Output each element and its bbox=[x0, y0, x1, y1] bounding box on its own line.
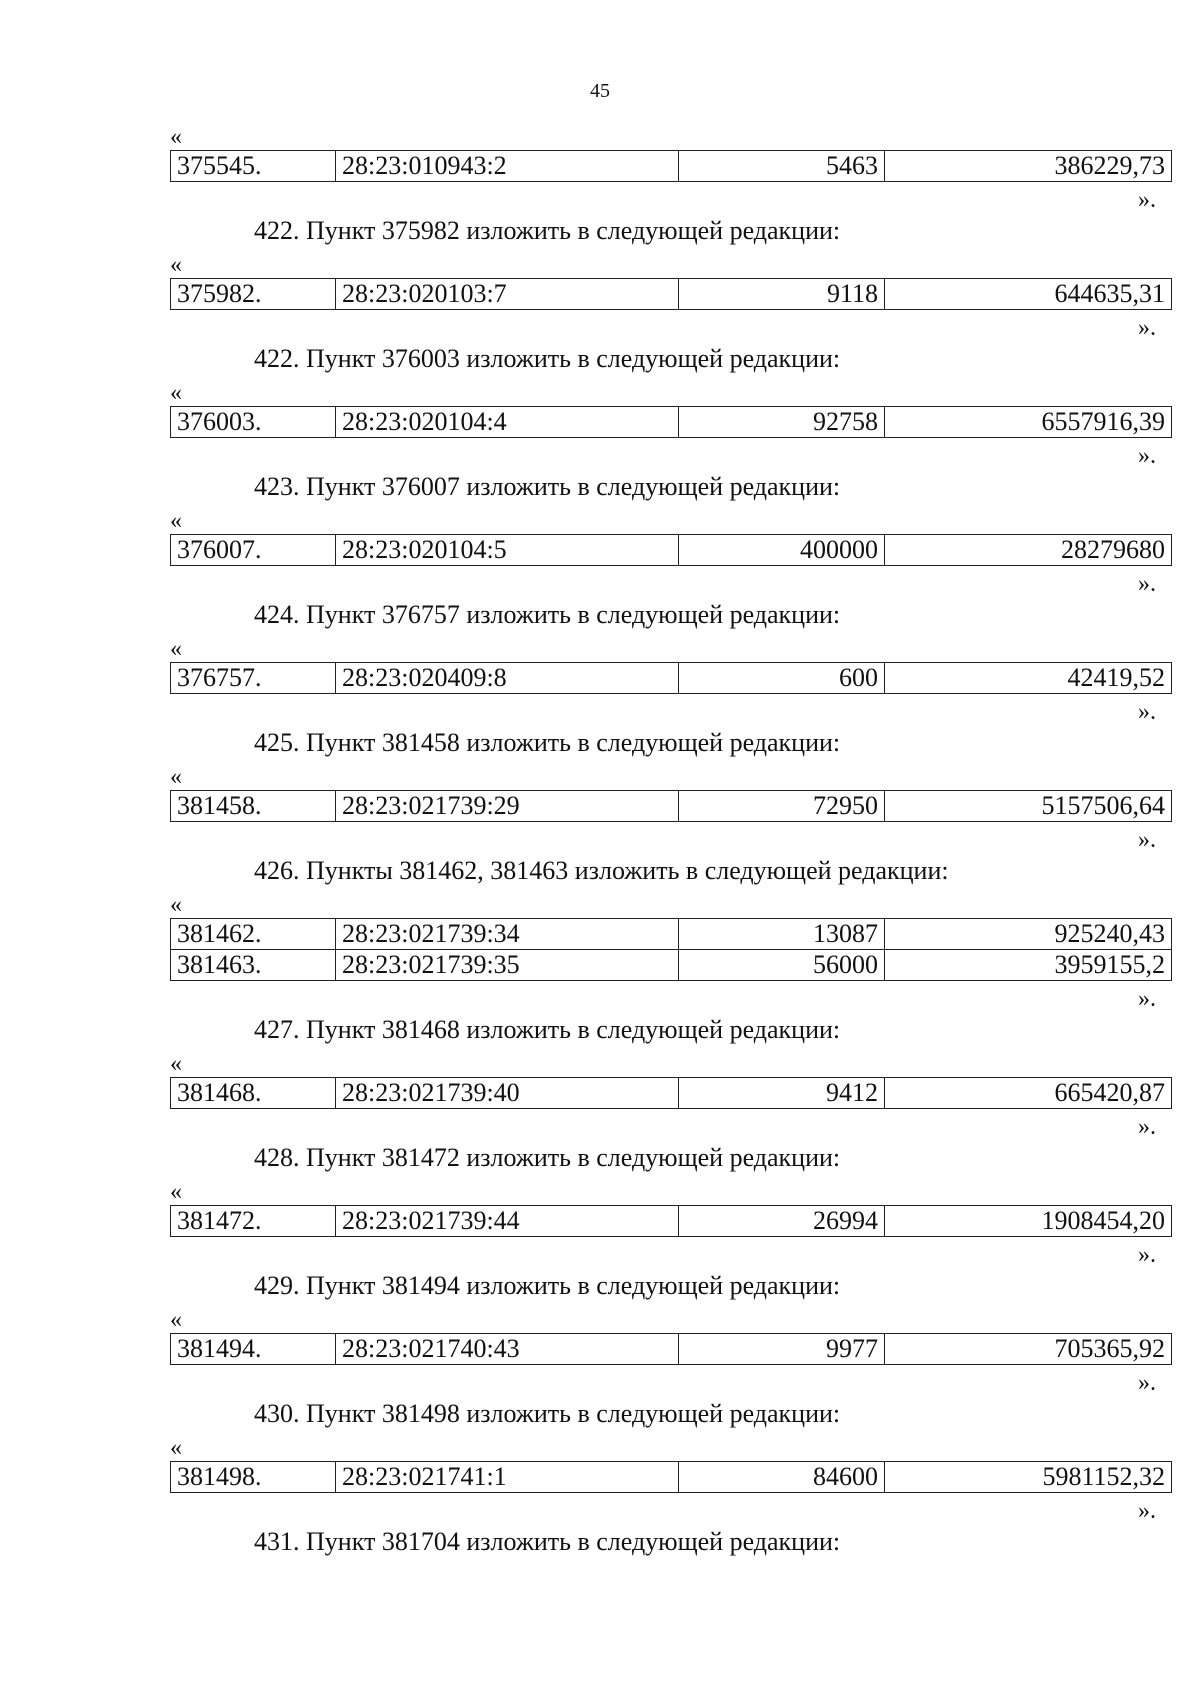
amendment-table bbox=[170, 1333, 1172, 1365]
area-cell: 84600 bbox=[679, 1462, 885, 1493]
cadastral-number-cell: 28:23:021739:29 bbox=[336, 791, 679, 822]
table-row bbox=[171, 919, 1172, 950]
cadastral-number-cell: 28:23:020104:5 bbox=[336, 535, 679, 566]
item-number-cell: 381462. bbox=[171, 919, 336, 950]
close-quote: ». bbox=[1138, 1242, 1156, 1268]
item-number-cell: 375545. bbox=[171, 151, 336, 182]
cadastral-value-cell: 1908454,20 bbox=[885, 1206, 1172, 1237]
table-row bbox=[171, 791, 1172, 822]
open-quote: « bbox=[170, 380, 182, 406]
amendment-section bbox=[170, 1013, 1172, 1141]
item-number-cell: 381498. bbox=[171, 1462, 336, 1493]
area-cell: 9118 bbox=[679, 279, 885, 310]
cadastral-value-cell: 42419,52 bbox=[885, 663, 1172, 694]
area-cell: 9977 bbox=[679, 1334, 885, 1365]
item-number-cell: 381472. bbox=[171, 1206, 336, 1237]
cadastral-number-cell: 28:23:020409:8 bbox=[336, 663, 679, 694]
table-row bbox=[171, 1462, 1172, 1493]
amendment-instruction: 424. Пункт 376757 изложить в следующей редакции: bbox=[254, 600, 841, 629]
cadastral-value-cell: 925240,43 bbox=[885, 919, 1172, 950]
open-quote: « bbox=[170, 636, 182, 662]
amendment-instruction: 426. Пункты 381462, 381463 изложить в следующей редакции: bbox=[254, 856, 949, 885]
item-number-cell: 381458. bbox=[171, 791, 336, 822]
close-quote: ». bbox=[1138, 699, 1156, 725]
area-cell: 9412 bbox=[679, 1078, 885, 1109]
cadastral-value-cell: 665420,87 bbox=[885, 1078, 1172, 1109]
table-row bbox=[171, 1334, 1172, 1365]
open-quote: « bbox=[170, 1307, 182, 1333]
amendment-instruction: 428. Пункт 381472 изложить в следующей редакции: bbox=[254, 1143, 841, 1172]
table-row bbox=[171, 151, 1172, 182]
close-quote: ». bbox=[1138, 187, 1156, 213]
amendment-instruction: 423. Пункт 376007 изложить в следующей редакции: bbox=[254, 472, 841, 501]
cadastral-value-cell: 5981152,32 bbox=[885, 1462, 1172, 1493]
close-quote: ». bbox=[1138, 827, 1156, 853]
item-number-cell: 381463. bbox=[171, 950, 336, 981]
cadastral-number-cell: 28:23:021739:34 bbox=[336, 919, 679, 950]
cadastral-value-cell: 3959155,2 bbox=[885, 950, 1172, 981]
amendment-section bbox=[170, 214, 1172, 342]
open-quote: « bbox=[170, 124, 182, 150]
cadastral-number-cell: 28:23:020103:7 bbox=[336, 279, 679, 310]
open-quote: « bbox=[170, 1179, 182, 1205]
amendment-section bbox=[170, 470, 1172, 598]
item-number-cell: 375982. bbox=[171, 279, 336, 310]
amendment-table bbox=[170, 150, 1172, 182]
amendment-instruction: 425. Пункт 381458 изложить в следующей редакции: bbox=[254, 728, 841, 757]
amendment-section bbox=[170, 1269, 1172, 1397]
item-number-cell: 376757. bbox=[171, 663, 336, 694]
cadastral-number-cell: 28:23:021740:43 bbox=[336, 1334, 679, 1365]
open-quote: « bbox=[170, 764, 182, 790]
cadastral-value-cell: 5157506,64 bbox=[885, 791, 1172, 822]
cadastral-number-cell: 28:23:021739:35 bbox=[336, 950, 679, 981]
cadastral-number-cell: 28:23:021741:1 bbox=[336, 1462, 679, 1493]
amendment-instruction: 429. Пункт 381494 изложить в следующей редакции: bbox=[254, 1271, 841, 1300]
open-quote: « bbox=[170, 252, 182, 278]
area-cell: 600 bbox=[679, 663, 885, 694]
table-row bbox=[171, 535, 1172, 566]
area-cell: 56000 bbox=[679, 950, 885, 981]
table-row bbox=[171, 663, 1172, 694]
page-number: 45 bbox=[590, 80, 610, 102]
close-quote: ». bbox=[1138, 1114, 1156, 1140]
close-quote: ». bbox=[1138, 571, 1156, 597]
cadastral-number-cell: 28:23:021739:40 bbox=[336, 1078, 679, 1109]
amendment-table bbox=[170, 790, 1172, 822]
cadastral-value-cell: 28279680 bbox=[885, 535, 1172, 566]
table-row bbox=[171, 279, 1172, 310]
amendment-instruction: 427. Пункт 381468 изложить в следующей редакции: bbox=[254, 1015, 841, 1044]
amendment-section bbox=[170, 1525, 1172, 1559]
amendment-section bbox=[170, 854, 1172, 1013]
amendment-section bbox=[170, 598, 1172, 726]
open-quote: « bbox=[170, 508, 182, 534]
open-quote: « bbox=[170, 1051, 182, 1077]
amendment-table bbox=[170, 534, 1172, 566]
table-row bbox=[171, 407, 1172, 438]
amendment-table bbox=[170, 406, 1172, 438]
amendment-table bbox=[170, 1077, 1172, 1109]
amendment-instruction: 431. Пункт 381704 изложить в следующей редакции: bbox=[254, 1527, 841, 1556]
amendment-section bbox=[170, 342, 1172, 470]
cadastral-value-cell: 644635,31 bbox=[885, 279, 1172, 310]
amendment-section bbox=[170, 1397, 1172, 1525]
item-number-cell: 381494. bbox=[171, 1334, 336, 1365]
amendment-section bbox=[170, 124, 1172, 214]
cadastral-number-cell: 28:23:010943:2 bbox=[336, 151, 679, 182]
cadastral-value-cell: 6557916,39 bbox=[885, 407, 1172, 438]
amendment-instruction: 430. Пункт 381498 изложить в следующей редакции: bbox=[254, 1399, 841, 1428]
cadastral-number-cell: 28:23:020104:4 bbox=[336, 407, 679, 438]
area-cell: 13087 bbox=[679, 919, 885, 950]
close-quote: ». bbox=[1138, 986, 1156, 1012]
close-quote: ». bbox=[1138, 1498, 1156, 1524]
cadastral-number-cell: 28:23:021739:44 bbox=[336, 1206, 679, 1237]
open-quote: « bbox=[170, 1435, 182, 1461]
item-number-cell: 376003. bbox=[171, 407, 336, 438]
table-row bbox=[171, 950, 1172, 981]
area-cell: 400000 bbox=[679, 535, 885, 566]
cadastral-value-cell: 705365,92 bbox=[885, 1334, 1172, 1365]
amendment-table bbox=[170, 278, 1172, 310]
amendment-table bbox=[170, 1461, 1172, 1493]
document-body bbox=[170, 124, 1172, 1563]
area-cell: 5463 bbox=[679, 151, 885, 182]
cadastral-value-cell: 386229,73 bbox=[885, 151, 1172, 182]
amendment-section bbox=[170, 726, 1172, 854]
close-quote: ». bbox=[1138, 315, 1156, 341]
close-quote: ». bbox=[1138, 1370, 1156, 1396]
item-number-cell: 376007. bbox=[171, 535, 336, 566]
amendment-table bbox=[170, 918, 1172, 981]
close-quote: ». bbox=[1138, 443, 1156, 469]
amendment-section bbox=[170, 1141, 1172, 1269]
item-number-cell: 381468. bbox=[171, 1078, 336, 1109]
open-quote: « bbox=[170, 892, 182, 918]
amendment-instruction: 422. Пункт 376003 изложить в следующей редакции: bbox=[254, 344, 841, 373]
amendment-table bbox=[170, 1205, 1172, 1237]
amendment-instruction: 422. Пункт 375982 изложить в следующей редакции: bbox=[254, 216, 841, 245]
amendment-table bbox=[170, 662, 1172, 694]
area-cell: 72950 bbox=[679, 791, 885, 822]
area-cell: 26994 bbox=[679, 1206, 885, 1237]
table-row bbox=[171, 1078, 1172, 1109]
area-cell: 92758 bbox=[679, 407, 885, 438]
table-row bbox=[171, 1206, 1172, 1237]
